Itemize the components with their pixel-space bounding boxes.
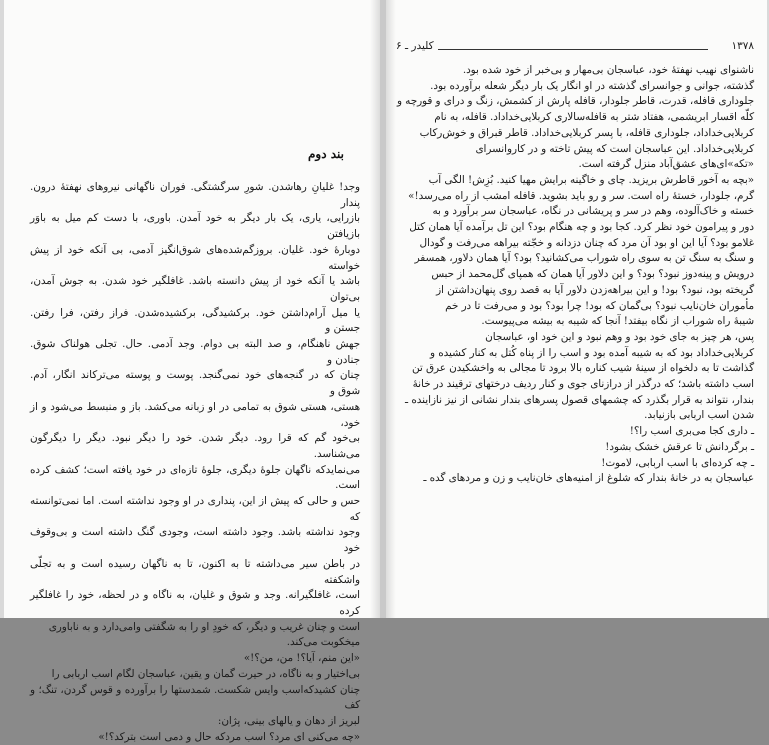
page-number: ۱۳۷۸ — [731, 40, 754, 52]
text-line: اسب داشته باشد؛ که درگذر از درازنای جوی و کنار ردیف درختهای ترقیند در خانهٔ — [412, 378, 754, 391]
text-line: است و چنان غریب و دیگر، که خودِ او را به شگفتی وامی‌دارد و به ناباوری — [48, 620, 360, 633]
text-line: گذاشت تا به دلخواه از سینهٔ شیب کناره بالا برود تا مجالی به واخشکیدن عرق تن — [412, 362, 754, 375]
text-line: مأموران خان‌نایب نبود؟ بی‌گمان که بود! چرا بود؟ بود و می‌رفت تا در خم — [445, 299, 754, 312]
running-header — [396, 40, 754, 56]
text-line: ـ برگردانش تا عرقش خشک بشود! — [605, 440, 754, 453]
text-line: بی‌اختیار و به ناگاه، در حیرت گمان و یقین، عباسجان لگام اسب اربابی را — [51, 667, 360, 680]
left-page-body — [30, 180, 360, 745]
running-title: کلیدر ـ ۶ — [396, 40, 434, 52]
text-line: چنان که در گنجه‌های خود نمی‌گنجد. پوست و پوسته می‌ترکاند انگار، آدم. شوق و — [30, 369, 360, 398]
text-line: ـ داری کجا می‌بری اسب را؟! — [629, 425, 754, 438]
text-line: می‌نمایدکه ناگهان جلوهٔ دیگری، جلوهٔ تازه‌ای در خود یافته است؛ کشف کرده است. — [30, 463, 360, 492]
text-line: بازرایی، یاری، یک بار دیگر به خود آمدن. باوری، با دست کم میل به باوَر بازیافتن — [30, 212, 360, 241]
text-line: پس، هر چیز به جای خود بود و وهم نبود و این خود او، عباسجان — [485, 330, 754, 343]
right-page-body — [396, 63, 754, 487]
text-line: حس و حالی که پیش از این، پنداری در او وجود نداشته است. اما نمی‌توانسته که — [30, 495, 360, 523]
text-line: کربلایی‌خداداد بود که به شیبه آمده بود و اسب را از پناه کُتل به کنار کشیده و — [430, 346, 754, 359]
right-page — [386, 0, 767, 618]
text-line: ناشنوای نهیب نهفتهٔ خود، عباسجان بی‌مهار و بی‌خبر از خود شده بود. — [462, 64, 754, 76]
text-line: «چه می‌کنی ای مرد؟ اسب مردکه حال و دمی است بترکد؟!» — [98, 730, 360, 743]
text-line: جلوداری قافله، قدرت، قاطر جلودار، قافله پارش از کشمش، زنگ و درای و قورچه و — [396, 95, 754, 108]
text-line: گرم، جلودار، خستهٔ راه است. سر و رو باید بشوید. قافله امشب از راه می‌رسد!» — [408, 189, 754, 202]
text-line: دوبارهٔ خود. غلیان. بروزگم‌شده‌های شوق‌انگیز آدمی، بی آنکه خود از پیش خواسته — [30, 243, 360, 272]
text-line: لبریز از دهان و یالهای بینی، پژان: — [217, 714, 360, 727]
text-line: دور و پیرامون خود نظر کرد. کجا بود و چه هنگام بود؟ این تل برآمده آیا همان کتل — [409, 221, 754, 234]
text-line: یا میل آرام‌داشتن خود. برکشیدگی، برکشیده‌شدن. فراز رفتن، فرا رفتن. جستن و — [30, 306, 360, 335]
text-line: وجد! غلیانِ رهاشدن. شورِ سرگشتگی. فوران ناگهانی نیروهای نهفتهٔ درون. پندار — [30, 181, 360, 209]
text-line: بی‌خود گم که قرا رود. دیگر شدن. خود را دیگر نبود. دیگر را دیگرگون می‌شناسد. — [30, 432, 360, 460]
text-line: غلامو بود؟ آیا این او بود آن مرد که چنان دزدانه و خجّته بیراهه می‌رفت و گودال — [419, 236, 754, 249]
text-line: کلّه اقسار ابریشمی، هفتاد شتر به قافله‌سالاری کربلایی‌خداداد. قافله، به نام — [434, 111, 754, 124]
text-line: وجود نداشته باشد. وجود داشته است، وجودی گنگ داشته است و بی‌وقوف خود — [30, 526, 360, 555]
text-line: در باطن سیر می‌داشته تا به اکنون، تا به ناگهان رسیده است و به تجلّی واشکفته — [30, 557, 360, 586]
text-line: عباسجان به در خانهٔ بندار که شلوغ از امنیه‌های خان‌نایب و زن و مردهای گده ـ — [423, 472, 754, 485]
section-title: بند دوم — [307, 147, 344, 161]
text-line: کربلایی‌خداداد، جلوداری قافله، با پسر کربلایی‌خداداد. قاطر قبراق و خوش‌رکاب — [419, 126, 754, 139]
text-line: باشد یا آنکه خود از پیش دانسته باشد. غافلگیر خود شدن. به جوش آمدن، بی‌توان — [30, 275, 360, 303]
text-line: کربلایی‌خداداد. این عباسجان است که پیش تاخته و در کاروانسرای — [475, 142, 754, 155]
page-shadow — [370, 0, 380, 618]
page-shadow — [386, 0, 396, 618]
text-line: هستی، هستی شوق به تمامی در او زبانه می‌کشد. باز و منبسط می‌شود و از خود، — [30, 400, 360, 429]
text-line: بندار، نتواند به قرار بگذرد که چشمهای قصول پسرهای بندار نشانی از نیز نازاینده ـ — [405, 393, 754, 406]
text-line: گریخته بود، نبود؟ بود! و این بیراهه‌زدن دلاور آیا به قصد روی پنهان‌داشتن از — [436, 283, 754, 296]
text-line: شدن اسب اربابی بازنیابد. — [644, 409, 754, 422]
header-rule — [438, 49, 708, 50]
text-line: «بچه به آخور قاطرش بریزید. چای و خاگینه برایش مهیا کنید. بُزِش! الگی آب — [428, 173, 754, 186]
text-line: است، غافلگیرانه. وجد و شوق و غلیان، به ناگاه و در لحظه، خود را غافلگیر کرده — [30, 589, 360, 617]
text-line: و سنگ به سنگ تن به سوی راه شوراب می‌کشانید؟ بود؟ آیا همان دلاور، همسفر — [414, 252, 754, 265]
text-line: درویش و پینه‌دوز نبود؟ بود؟ و این دلاور آیا همان که همپای گل‌محمد از حبس — [431, 268, 754, 281]
text-line: جهش ناهنگام، و صد البته بی دوام. وجد آدمی. حال. تجلی هولناک شوق. جنادن و — [30, 338, 360, 366]
left-page — [4, 0, 380, 743]
text-line: شیبهٔ راه شوراب از نگاه بیفتد! آنجا که شیبه به بیشه می‌پیوست. — [481, 315, 754, 328]
text-line: خسته و خاک‌آلوده، وهم در سر و پریشانی در نگاه، عباسجان سر برآورد و به — [432, 205, 754, 218]
text-line: میخکوبت می‌کند. — [286, 636, 360, 649]
text-line: «این منم، آیا؟! من، من؟!» — [243, 652, 360, 665]
text-line: «تکه»ای‌های عشق‌آباد منزل گرفته است. — [578, 158, 754, 171]
text-line: گذشته، جوانی و جوانسرای گذشته در او انگار یک بار دیگر شعله برآورده بود. — [430, 79, 754, 92]
text-line: چنان کشیدکه‌اسب وایس شکست. شمدستها را برآورده و قوس گردن، تنگ؛ و کف — [30, 683, 360, 712]
text-line: ـ چه کرده‌ای با اسب اربابی، لاموت! — [601, 456, 754, 469]
